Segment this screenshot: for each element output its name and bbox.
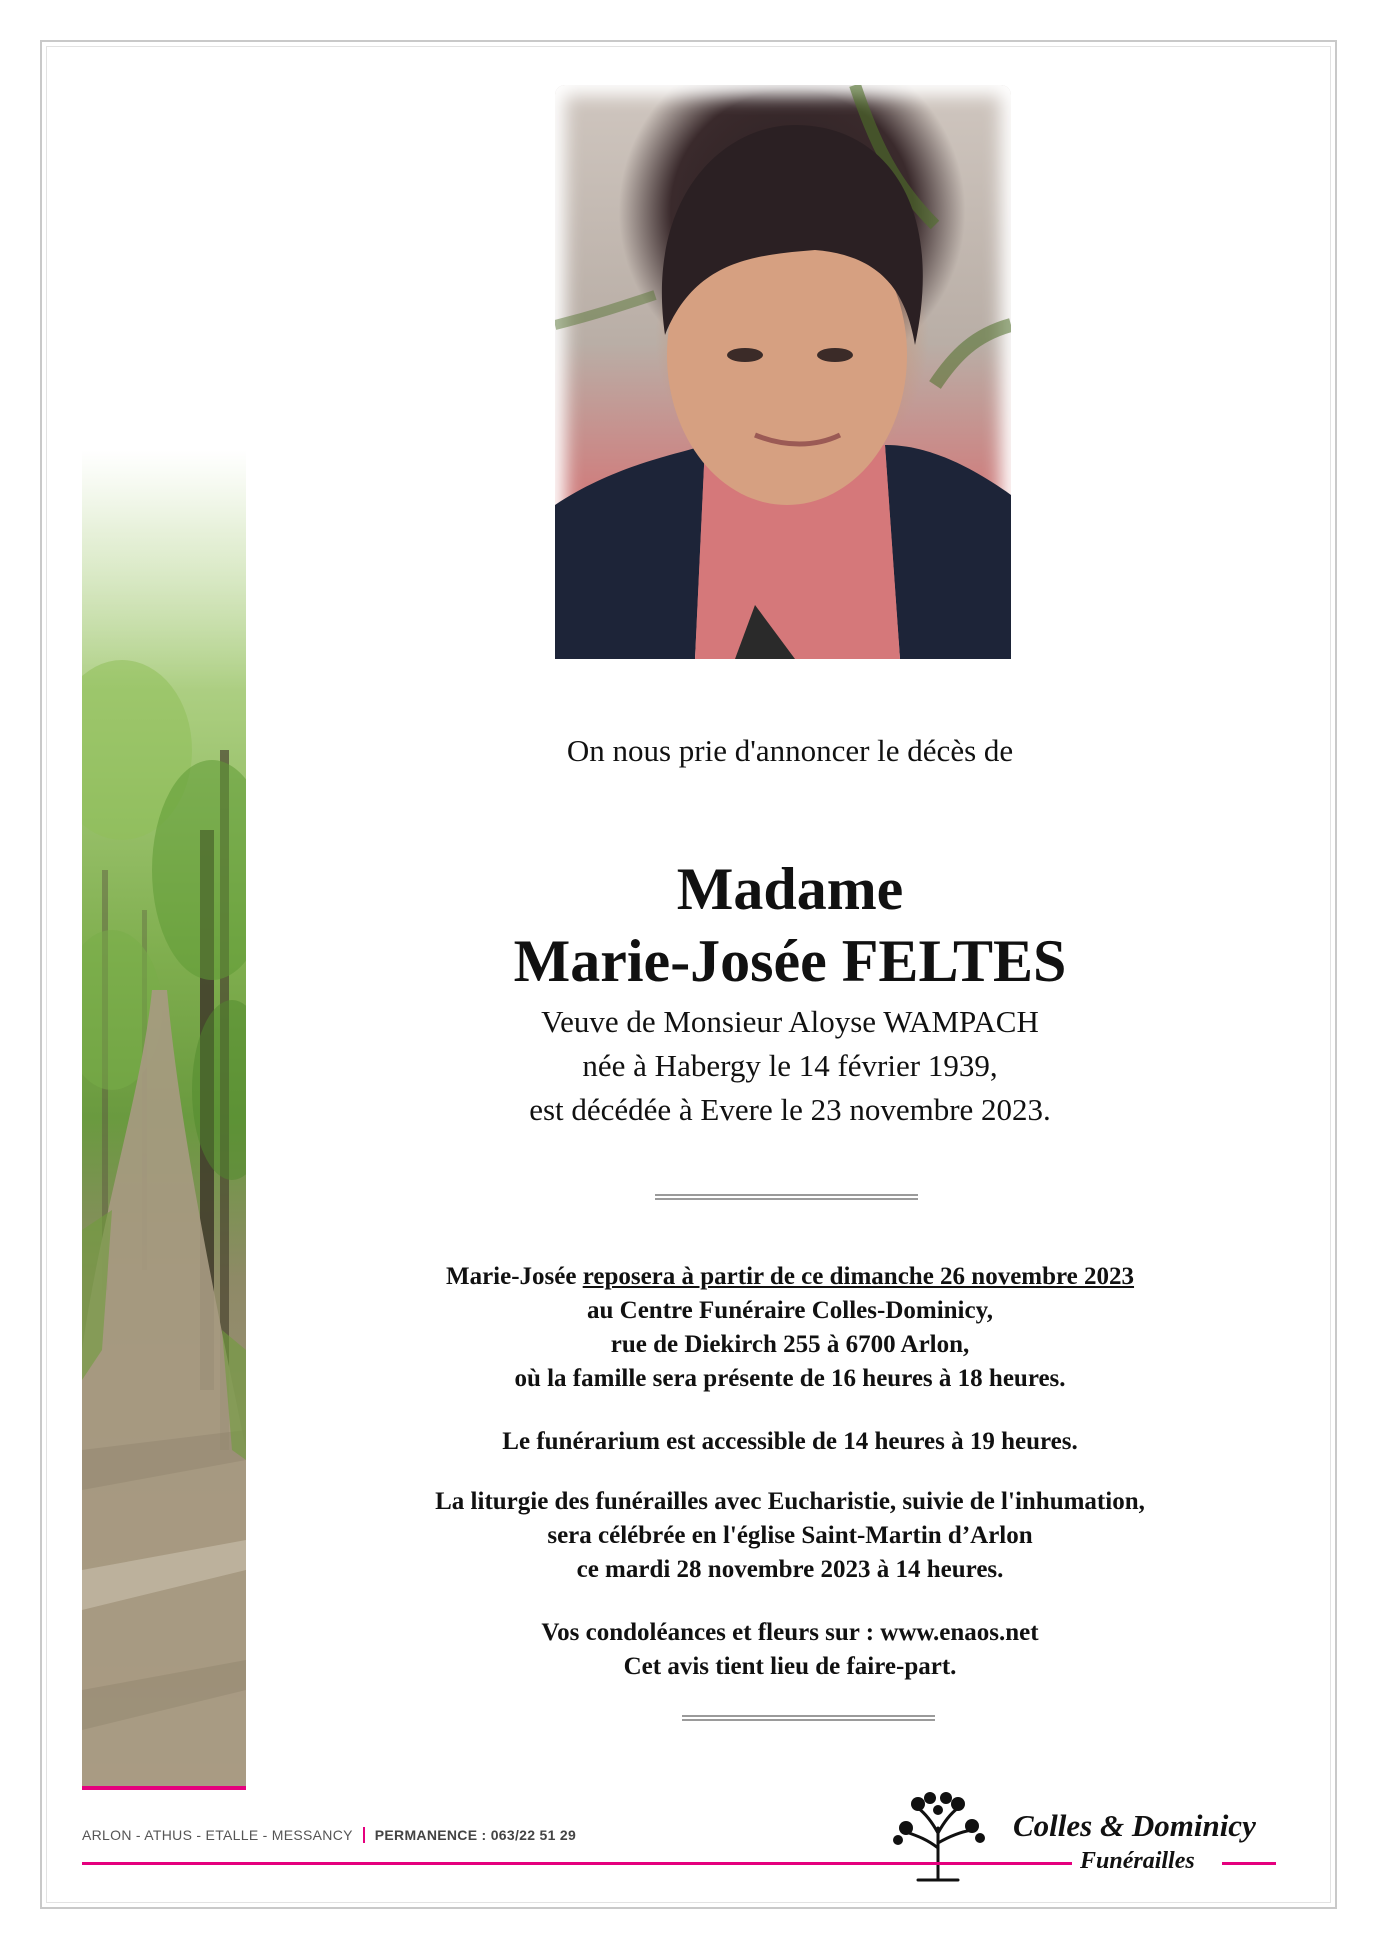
- details-line-5: Le funérarium est accessible de 14 heures à 19 heures.: [502, 1428, 1078, 1455]
- deceased-name: Marie-Josée FELTES: [513, 928, 1067, 994]
- details-line-4: où la famille sera présente de 16 heures à 18 heures.: [514, 1365, 1066, 1392]
- divider-top: [655, 1194, 918, 1200]
- logo-company-name: Colles & Dominicy: [1013, 1808, 1256, 1843]
- details-line-2: au Centre Funéraire Colles-Dominicy,: [587, 1297, 993, 1324]
- details-line-1-prefix: Marie-Josée: [445, 1263, 583, 1290]
- details-line-7: sera célébrée en l'église Saint-Martin d’Arlon: [547, 1522, 1033, 1549]
- death-text: est décédée à Evere le 23 novembre 2023.: [529, 1092, 1051, 1127]
- details-line-1: [260, 1260, 1320, 1294]
- footer-accent-line-end: [1222, 1862, 1276, 1865]
- intro-text: On nous prie d'annoncer le décès de: [566, 733, 1014, 768]
- footer-separator: [363, 1827, 365, 1843]
- details-line-10: Cet avis tient lieu de faire-part.: [623, 1653, 957, 1680]
- birth-text: née à Habergy le 14 février 1939,: [582, 1048, 998, 1083]
- details-line-8: ce mardi 28 novembre 2023 à 14 heures.: [576, 1556, 1004, 1583]
- tree-logo-icon: [888, 1788, 988, 1883]
- logo-company-subtitle: Funérailles: [1080, 1848, 1195, 1874]
- footer-locations: ARLON - ATHUS - ETALLE - MESSANCY: [82, 1827, 353, 1843]
- widow-of-text: Veuve de Monsieur Aloyse WAMPACH: [541, 1004, 1039, 1039]
- details-line-3: rue de Diekirch 255 à 6700 Arlon,: [610, 1331, 970, 1358]
- forest-path-image: [82, 450, 246, 1786]
- details-line-6: La liturgie des funérailles avec Eucharistie, suivie de l'inhumation,: [435, 1488, 1145, 1515]
- details-line-1-underlined: reposera à partir de ce dimanche 26 novembre 2023: [582, 1263, 1135, 1290]
- footer-info: [82, 1827, 576, 1843]
- forest-bottom-accent: [82, 1786, 246, 1790]
- footer-permanence: PERMANENCE : 063/22 51 29: [374, 1827, 577, 1843]
- title-salutation: Madame: [676, 856, 904, 922]
- divider-bottom: [682, 1715, 935, 1721]
- details-line-9: Vos condoléances et fleurs sur : www.enaos.net: [541, 1619, 1039, 1646]
- footer-accent-line: [82, 1862, 1072, 1865]
- portrait-photo: [555, 85, 1011, 659]
